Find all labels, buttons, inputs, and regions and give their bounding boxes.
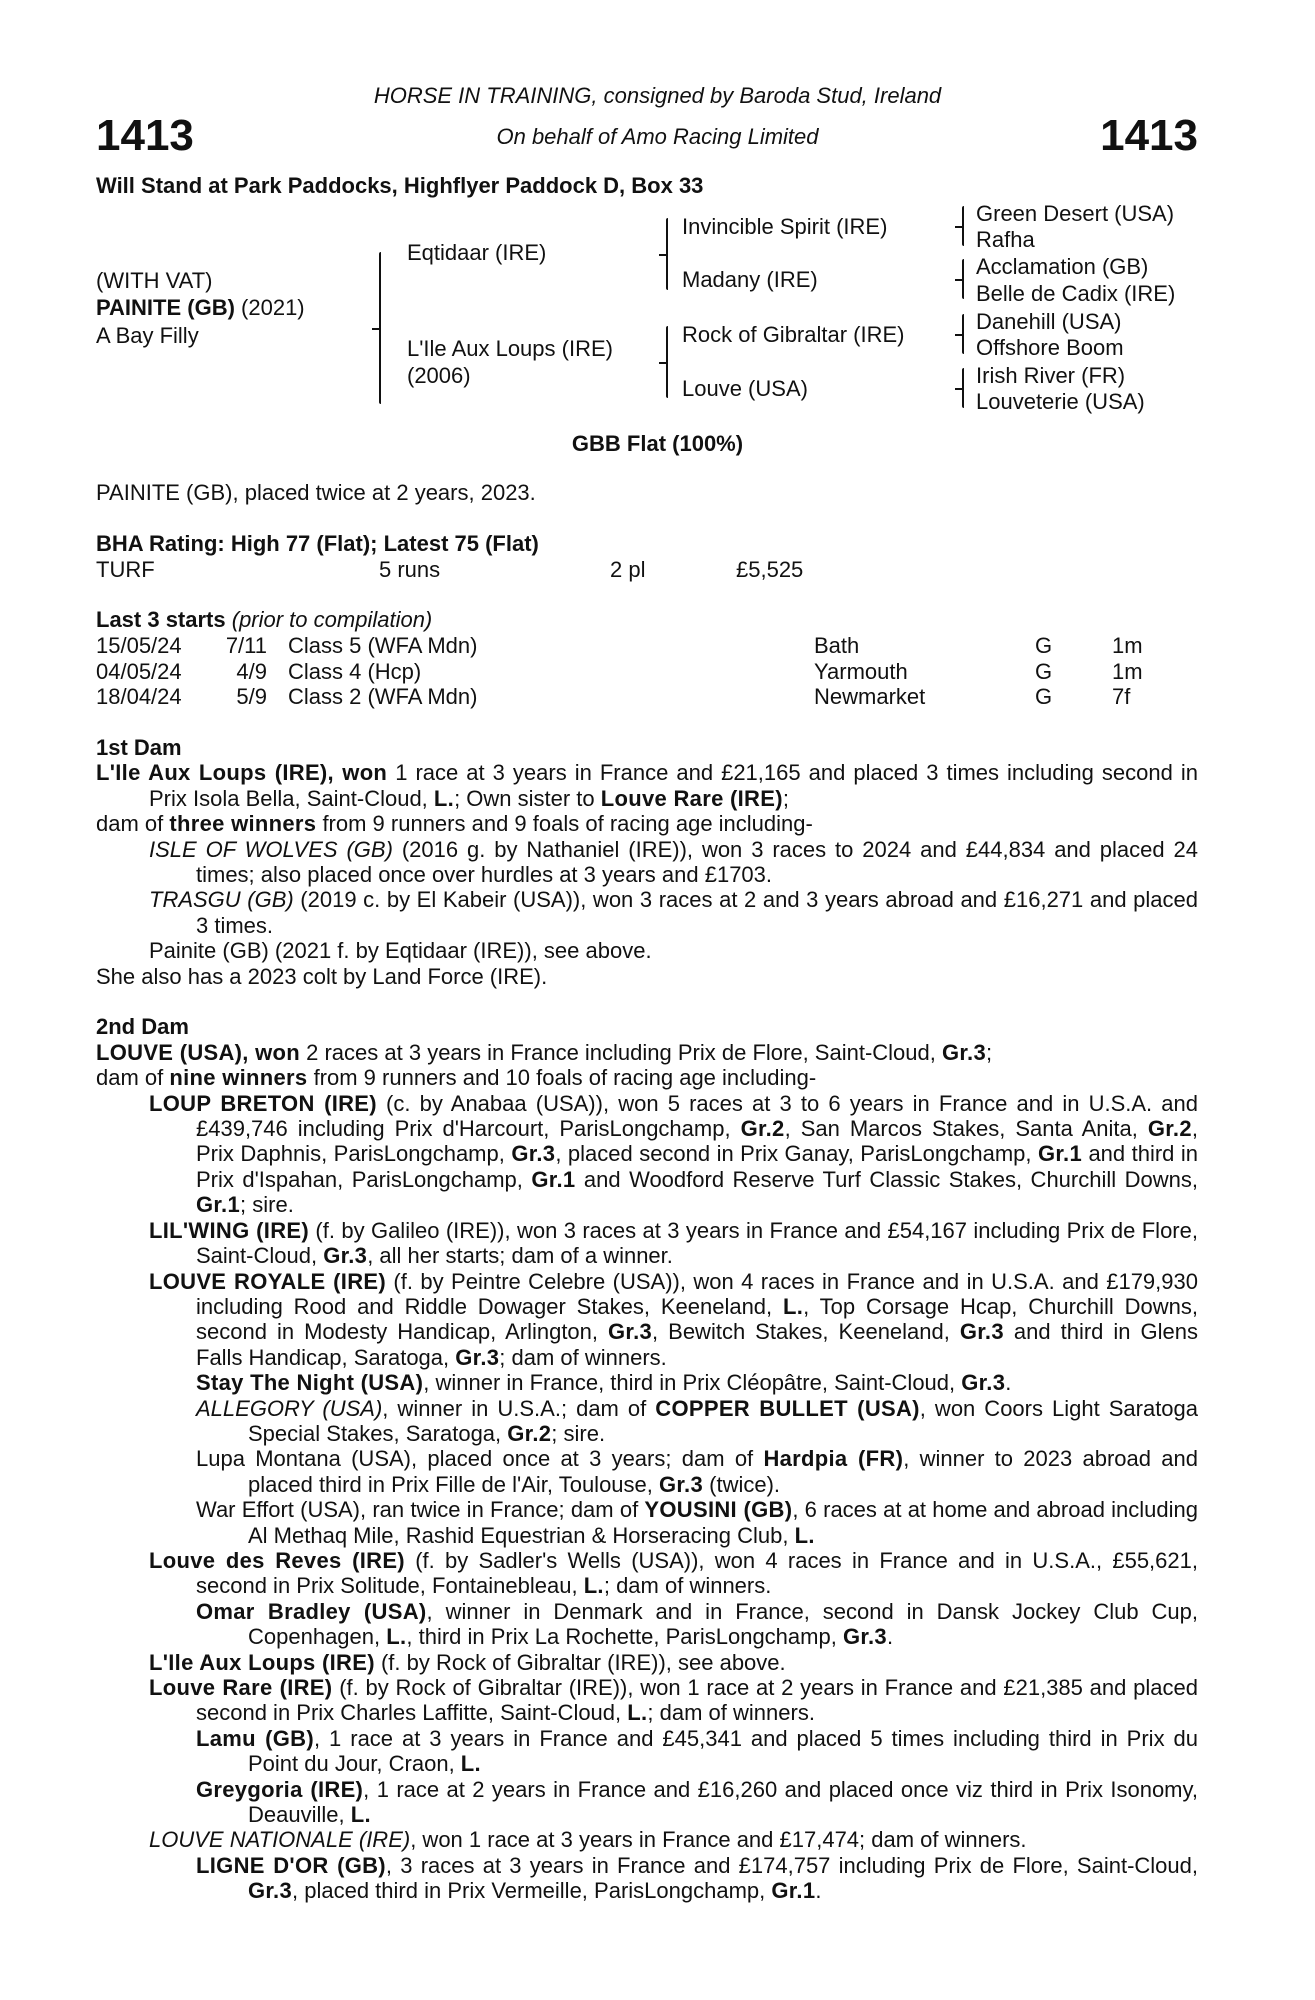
start-date: 15/05/24 — [96, 633, 182, 658]
pedigree-entry — [96, 1675, 1198, 1726]
start-dist: 1m — [1112, 633, 1143, 658]
last-starts-heading — [96, 607, 432, 633]
entry-text: , winner in Denmark and in France, second in Dansk Jockey Club Cup, Copenhagen, — [248, 1598, 1198, 1650]
entry-text: . — [815, 1878, 822, 1904]
entry-text: (c. by Anabaa (USA)), won 5 races at 3 to 6 years in France and in U.S.A. and £439,746 including Prix d'Harcourt, ParisLongchamp, — [196, 1090, 1198, 1142]
entry-text: (f. by Peintre Celebre (USA)), won 4 races in France and in U.S.A. and £179,930 including Rood and Riddle Dowager Stakes, Keeneland, — [196, 1268, 1198, 1319]
bold-text: Gr.3 — [323, 1243, 368, 1269]
entry-text: ; dam of winners. — [603, 1573, 772, 1599]
start-dist: 7f — [1112, 684, 1131, 709]
bold-text: nine winners — [169, 1065, 308, 1091]
entry-text: , winner in U.S.A.; dam of — [382, 1395, 656, 1421]
entry-text: from 9 runners and 9 foals of racing age including- — [316, 811, 813, 837]
start-date: 18/04/24 — [96, 684, 182, 709]
pedigree-entry — [96, 837, 1198, 888]
pedigree-entry — [96, 938, 1198, 963]
entry-text: from 9 runners and 10 foals of racing age including- — [307, 1065, 817, 1091]
pedigree-entry — [96, 1370, 1198, 1395]
entry-text: , placed third in Prix Vermeille, ParisLongchamp, — [292, 1878, 772, 1904]
pedigree-entry — [96, 1853, 1198, 1904]
pedigree-brace — [666, 218, 668, 290]
bold-text: Omar Bradley (USA) — [196, 1598, 427, 1624]
sire-sire: Invincible Spirit (IRE) — [682, 214, 888, 239]
bold-text: LOUVE (USA), won — [96, 1039, 301, 1065]
horse-year: (2021) — [234, 295, 305, 320]
gbb-status: GBB Flat (100%) — [571, 431, 744, 456]
pedigree-entry — [96, 1269, 1198, 1371]
pedigree-entry — [96, 1091, 1198, 1218]
entry-text: (f. by Rock of Gibraltar (IRE)), won 1 race at 2 years in France and £21,385 and placed second in Prix Charles Laffitte, Saint-Cloud, — [196, 1675, 1199, 1726]
entry-text: , San Marcos Stakes, Santa Anita, — [784, 1116, 1148, 1142]
bold-text: LIL'WING (IRE) — [149, 1217, 310, 1243]
bold-text: Louve des Reves (IRE) — [149, 1547, 405, 1573]
bold-text: L'Ile Aux Loups (IRE), won — [96, 760, 388, 786]
italic-text: ALLEGORY (USA) — [196, 1395, 383, 1421]
entry-text: ; dam of winners. — [499, 1344, 667, 1370]
entry-text: , Top Corsage Hcap, Churchill Downs, second in Modesty Handicap, Arlington, — [196, 1293, 1198, 1345]
entry-text: , won 1 race at 3 years in France and £17,474; dam of winners. — [410, 1827, 1027, 1853]
pedigree-brace — [962, 259, 964, 299]
pedigree-brace — [962, 206, 964, 246]
start-race: Class 4 (Hcp) — [288, 658, 422, 684]
bold-text: Gr.1 — [196, 1192, 241, 1218]
bold-text: Lamu (GB) — [196, 1725, 314, 1751]
pedigree-entry — [96, 1827, 1198, 1852]
bold-text: YOUSINI (GB) — [644, 1497, 793, 1523]
entry-text: . — [1005, 1370, 1012, 1396]
bold-text: LIGNE D'OR (GB) — [196, 1852, 386, 1878]
entry-text: ; — [986, 1039, 993, 1065]
entry-text: , 3 races at 3 years in France and £174,757 including Prix de Flore, Saint-Cloud, — [385, 1852, 1198, 1878]
bold-text: Gr.3 — [659, 1471, 704, 1497]
bold-text: Stay The Night (USA) — [196, 1370, 424, 1396]
ancestor: Irish River (FR) — [976, 363, 1126, 388]
entry-text: , third in Prix La Rochette, ParisLongchamp, — [406, 1624, 843, 1650]
entry-text: dam of — [96, 1065, 170, 1091]
start-going: G — [1035, 633, 1053, 658]
race-summary: PAINITE (GB), placed twice at 2 years, 2023. — [96, 480, 536, 505]
start-dist: 1m — [1112, 658, 1143, 684]
ancestor: Offshore Boom — [976, 335, 1124, 360]
dam: L'Ile Aux Loups (IRE) — [407, 336, 613, 361]
bold-text: Gr.1 — [531, 1166, 576, 1192]
pedigree-entry — [96, 887, 1198, 938]
entry-text: and third in Glens Falls Handicap, Saratoga, — [196, 1319, 1198, 1370]
last-starts-title: Last 3 starts — [96, 607, 226, 632]
pedigree-brace — [962, 368, 964, 408]
dam-dam: Louve (USA) — [682, 376, 808, 401]
pedigree-entry — [96, 1777, 1198, 1828]
earnings: £5,525 — [736, 557, 804, 582]
start-venue: Bath — [814, 633, 860, 658]
pedigree-brace — [379, 252, 381, 404]
entry-text: (f. by Rock of Gibraltar (IRE)), see above. — [374, 1649, 786, 1675]
pedigree-entry — [96, 1065, 1198, 1090]
vat-note: (WITH VAT) — [96, 268, 213, 293]
pedigree-entry — [96, 1497, 1198, 1548]
pedigree-brace — [962, 314, 964, 354]
entry-text: War Effort (USA), ran twice in France; dam of — [196, 1497, 645, 1523]
bold-text: Gr.2 — [507, 1420, 552, 1446]
entry-text: ; dam of winners. — [647, 1700, 815, 1726]
ancestor: Green Desert (USA) — [976, 201, 1175, 226]
entry-text: , placed second in Prix Ganay, ParisLongchamp, — [555, 1141, 1038, 1167]
pedigree-entry — [96, 760, 1198, 811]
entry-text: (2016 g. by Nathaniel (IRE)), won 3 races to 2024 and £44,834 and placed 24 times; also placed once over hurdles at 3 years and £1703. — [196, 836, 1199, 888]
pedigree-entry — [96, 1396, 1198, 1447]
bold-text: Louve Rare (IRE) — [149, 1675, 333, 1701]
italic-text: LOUVE NATIONALE (IRE) — [149, 1827, 411, 1853]
bold-text: three winners — [169, 811, 317, 837]
lot-number-left: 1413 — [96, 111, 194, 160]
pedigree-entry — [96, 1650, 1198, 1675]
italic-text: TRASGU (GB) — [149, 887, 294, 913]
start-pos: 5/9 — [236, 684, 267, 709]
bold-text: L. — [583, 1573, 604, 1599]
surface: TURF — [96, 557, 155, 582]
entry-text: (f. by Sadler's Wells (USA)), won 4 races in France and in U.S.A., £55,621, second in Prix Solitude, Fontainebleau, — [196, 1547, 1198, 1599]
dam-history — [96, 735, 1198, 1904]
runs: 5 runs — [379, 557, 441, 582]
stabling-location: Will Stand at Park Paddocks, Highflyer Paddock D, Box 33 — [96, 173, 704, 198]
bold-text: Gr.2 — [1147, 1116, 1192, 1142]
entry-text: and third in Prix d'Ispahan, ParisLongchamp, — [196, 1141, 1198, 1192]
consignment-line: HORSE IN TRAINING, consigned by Baroda Stud, Ireland — [373, 83, 942, 108]
bold-text: L. — [386, 1624, 407, 1650]
start-venue: Yarmouth — [814, 658, 908, 684]
pedigree-entry — [96, 964, 1198, 989]
start-race: Class 2 (WFA Mdn) — [288, 684, 478, 709]
pedigree-entry — [96, 1548, 1198, 1599]
dam-sire: Rock of Gibraltar (IRE) — [682, 322, 905, 347]
pedigree-entry — [96, 1446, 1198, 1497]
entry-text: , 1 race at 3 years in France and £45,341 and placed 5 times including third in Prix du Point du Jour, Craon, — [248, 1725, 1198, 1777]
entry-text: She also has a 2023 colt by Land Force (IRE). — [96, 963, 548, 989]
entry-text: Painite (GB) (2021 f. by Eqtidaar (IRE)), see above. — [149, 938, 652, 964]
ancestor: Rafha — [976, 227, 1035, 252]
dam-year: (2006) — [407, 363, 471, 388]
section-heading: 1st Dam — [96, 735, 182, 760]
entry-text: , winner to 2023 abroad and placed third in Prix Fille de l'Air, Toulouse, — [248, 1446, 1198, 1497]
entry-text: 2 races at 3 years in France including Prix de Flore, Saint-Cloud, — [300, 1039, 942, 1065]
bha-rating: BHA Rating: High 77 (Flat); Latest 75 (Flat) — [96, 531, 539, 556]
ancestor: Belle de Cadix (IRE) — [976, 281, 1176, 306]
bold-text: Gr.1 — [771, 1878, 816, 1904]
bold-text: Gr.3 — [941, 1039, 986, 1065]
bold-text: LOUVE ROYALE (IRE) — [149, 1268, 387, 1294]
entry-text: ; sire. — [240, 1192, 294, 1218]
entry-text: (twice). — [703, 1471, 781, 1497]
entry-text: Lupa Montana (USA), placed once at 3 years; dam of — [196, 1446, 764, 1472]
sire: Eqtidaar (IRE) — [407, 240, 547, 265]
horse-name: PAINITE (GB) — [96, 295, 235, 320]
pedigree-brace — [666, 326, 668, 398]
pedigree-entry — [96, 1599, 1198, 1650]
start-pos: 7/11 — [225, 633, 267, 658]
ancestor: Danehill (USA) — [976, 309, 1122, 334]
bold-text: L. — [433, 785, 455, 811]
vendor-line: On behalf of Amo Racing Limited — [496, 124, 819, 149]
italic-text: ISLE OF WOLVES (GB) — [149, 836, 393, 862]
bold-text: Gr.3 — [961, 1370, 1006, 1396]
pedigree-entry — [96, 1218, 1198, 1269]
bold-text: L. — [460, 1751, 481, 1777]
bold-text: Gr.1 — [1037, 1141, 1082, 1167]
horse-name-line — [96, 295, 305, 321]
bold-text: Gr.3 — [248, 1878, 293, 1904]
bold-text: LOUP BRETON (IRE) — [149, 1090, 377, 1116]
bold-text: L. — [794, 1522, 815, 1548]
entry-text: ; — [782, 785, 789, 811]
start-pos: 4/9 — [236, 658, 267, 684]
last-starts-note: (prior to compilation) — [225, 607, 433, 632]
entry-text: , won Coors Light Saratoga Special Stakes, Saratoga, — [248, 1395, 1199, 1446]
bold-text: L'Ile Aux Loups (IRE) — [149, 1649, 375, 1675]
bold-text: Hardpia (FR) — [763, 1446, 904, 1472]
bold-text: Gr.3 — [511, 1141, 556, 1167]
start-date: 04/05/24 — [96, 658, 182, 684]
entry-text: 1 race at 3 years in France and £21,165 and placed 3 times including second in Prix Isola Bella, Saint-Cloud, — [149, 760, 1198, 811]
lot-number-right: 1413 — [1100, 111, 1198, 160]
section-heading: 2nd Dam — [96, 1014, 189, 1040]
bold-text: Gr.3 — [959, 1319, 1004, 1345]
entry-text: , 6 races at at home and abroad including Al Methaq Mile, Rashid Equestrian & Horseracing Club, — [248, 1497, 1198, 1548]
pedigree-entry — [96, 811, 1198, 836]
entry-text: , Bewitch Stakes, Keeneland, — [652, 1319, 960, 1345]
entry-text: , 1 race at 2 years in France and £16,260 and placed once viz third in Prix Isonomy, Deauville, — [248, 1776, 1198, 1828]
start-race: Class 5 (WFA Mdn) — [288, 633, 478, 658]
ancestor: Louveterie (USA) — [976, 389, 1145, 414]
horse-description: A Bay Filly — [96, 323, 199, 348]
bold-text: COPPER BULLET (USA) — [655, 1395, 920, 1421]
entry-text: , Prix Daphnis, ParisLongchamp, — [196, 1116, 1198, 1167]
entry-text: , all her starts; dam of a winner. — [367, 1243, 673, 1269]
bold-text: Louve Rare (IRE) — [600, 785, 783, 811]
entry-text: (f. by Galileo (IRE)), won 3 races at 3 years in France and £54,167 including Prix de Flore, Saint-Cloud, — [196, 1217, 1198, 1269]
entry-text: ; sire. — [551, 1420, 606, 1446]
pedigree-entry — [96, 1040, 1198, 1065]
entry-text: and Woodford Reserve Turf Classic Stakes, Churchill Downs, — [575, 1166, 1198, 1192]
entry-text: . — [886, 1624, 894, 1650]
start-going: G — [1035, 684, 1053, 709]
bold-text: Gr.3 — [455, 1344, 500, 1370]
ancestor: Acclamation (GB) — [976, 254, 1149, 279]
entry-text: , winner in France, third in Prix Cléopâtre, Saint-Cloud, — [423, 1370, 962, 1396]
pedigree-entry — [96, 1726, 1198, 1777]
placings: 2 pl — [610, 557, 646, 582]
bold-text: L. — [627, 1700, 648, 1726]
bold-text: Gr.2 — [740, 1116, 785, 1142]
start-going: G — [1035, 658, 1053, 684]
start-venue: Newmarket — [814, 684, 926, 709]
entry-text: dam of — [96, 811, 170, 837]
bold-text: L. — [350, 1802, 371, 1828]
entry-text: (2019 c. by El Kabeir (USA)), won 3 races at 2 and 3 years abroad and £16,271 and placed 3 times. — [196, 887, 1198, 938]
bold-text: Greygoria (IRE) — [196, 1776, 364, 1802]
sire-dam: Madany (IRE) — [682, 267, 818, 292]
bold-text: Gr.3 — [608, 1319, 653, 1345]
entry-text: ; Own sister to — [454, 785, 601, 811]
bold-text: L. — [782, 1293, 804, 1319]
bold-text: Gr.3 — [842, 1624, 887, 1650]
